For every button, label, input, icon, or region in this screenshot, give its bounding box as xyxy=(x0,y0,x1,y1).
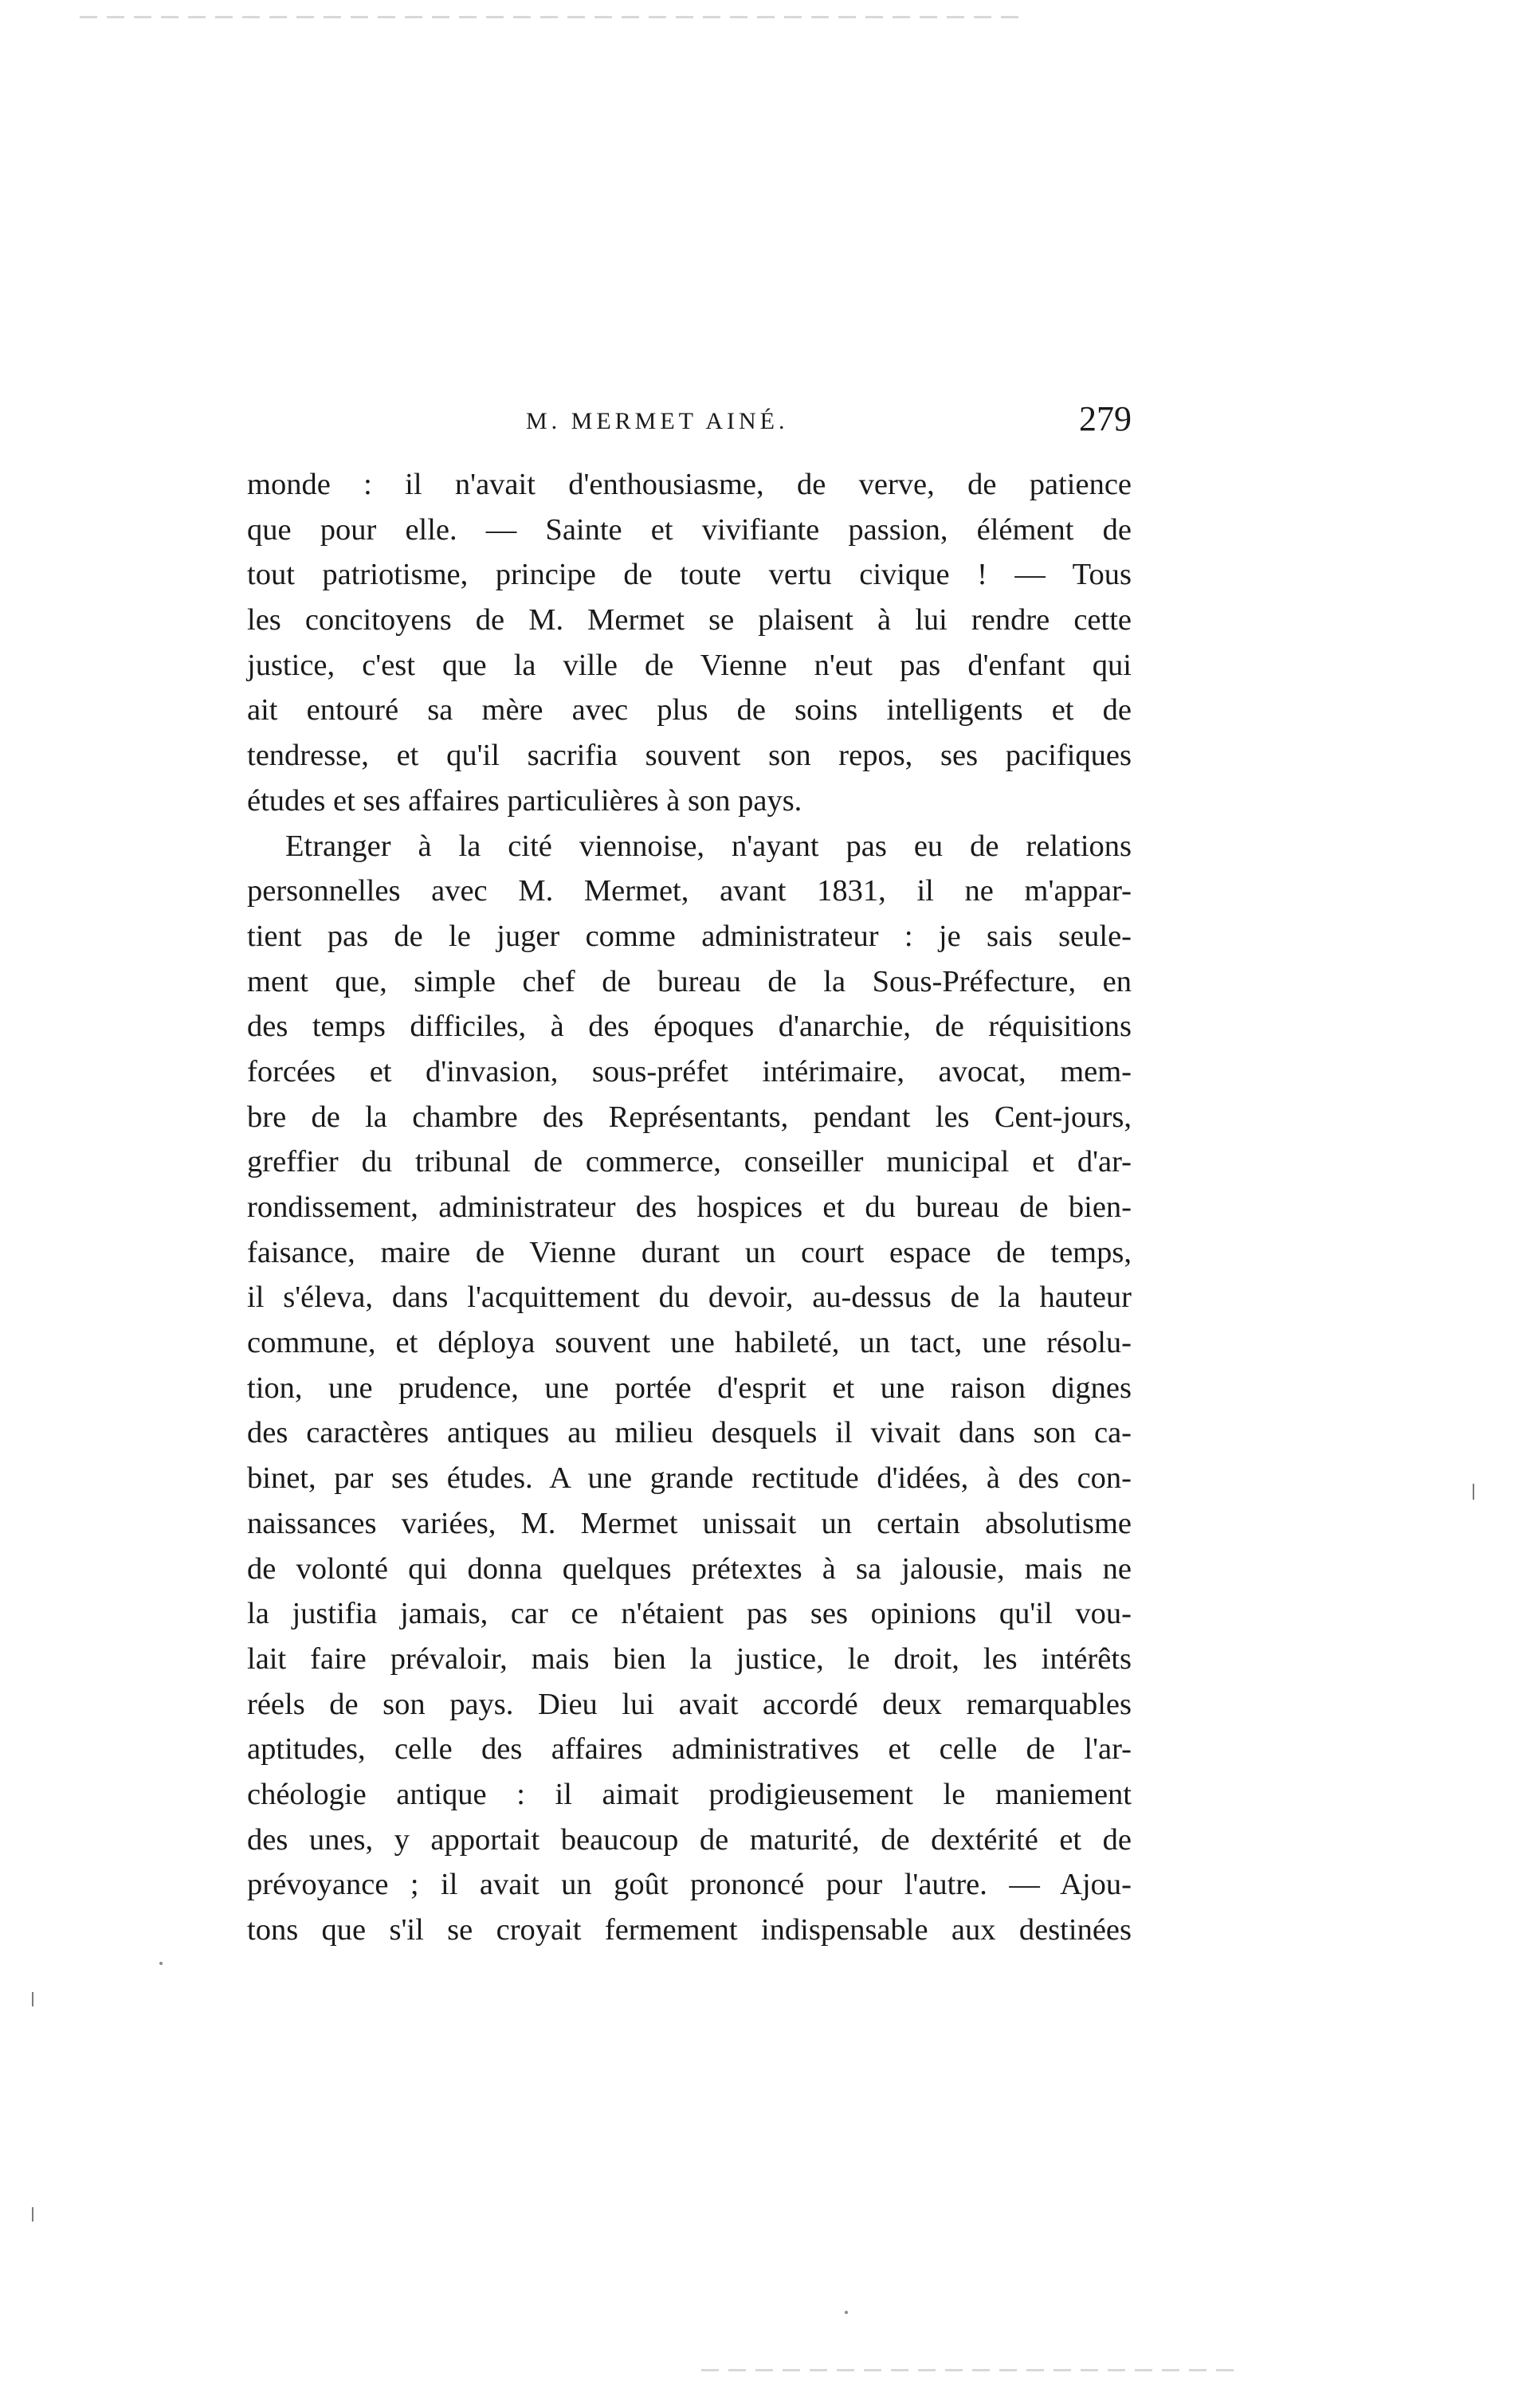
page-number: 279 xyxy=(1079,399,1132,438)
text-line: prévoyance ; il avait un goût prononcé pour l'autre. — Ajou- xyxy=(247,1868,1132,1902)
text-line: bre de la chambre des Représentants, pendant les Cent-jours, xyxy=(247,1100,1132,1134)
text-line: chéologie antique : il aimait prodigieusement le maniement xyxy=(247,1777,1132,1811)
text-line: tons que s'il se croyait fermement indispensable aux destinées xyxy=(247,1913,1132,1947)
text-line: la justifia jamais, car ce n'étaient pas ses opinions qu'il vou- xyxy=(247,1597,1132,1631)
scan-speck xyxy=(159,1962,163,1965)
body-text xyxy=(247,462,1132,1953)
text-line: réels de son pays. Dieu lui avait accordé deux remarquables xyxy=(247,1687,1132,1721)
text-line: commune, et déploya souvent une habileté, un tact, une résolu- xyxy=(247,1326,1132,1360)
text-line: études et ses affaires particulières à son pays. xyxy=(247,783,802,818)
scan-mark xyxy=(1473,1484,1474,1500)
running-title: M. MERMET AINÉ. xyxy=(526,408,789,434)
text-line: rondissement, administrateur des hospices et du bureau de bien- xyxy=(247,1190,1132,1224)
text-line: il s'éleva, dans l'acquittement du devoir, au-dessus de la hauteur xyxy=(247,1280,1132,1315)
text-line: des caractères antiques au milieu desquels il vivait dans son ca- xyxy=(247,1416,1132,1450)
scan-mark xyxy=(32,2207,33,2222)
scan-speck xyxy=(845,2311,848,2314)
text-line: greffier du tribunal de commerce, conseiller municipal et d'ar- xyxy=(247,1145,1132,1179)
text-line: binet, par ses études. A une grande rectitude d'idées, à des con- xyxy=(247,1461,1132,1496)
text-line: Etranger à la cité viennoise, n'ayant pas eu de relations xyxy=(285,829,1132,863)
text-line: personnelles avec M. Mermet, avant 1831, il ne m'appar- xyxy=(247,874,1132,908)
text-line: des unes, y apportait beaucoup de maturité, de dextérité et de xyxy=(247,1822,1132,1857)
text-line: tion, une prudence, une portée d'esprit et une raison dignes xyxy=(247,1371,1132,1405)
text-line: les concitoyens de M. Mermet se plaisent à lui rendre cette xyxy=(247,603,1132,637)
text-line: tout patriotisme, principe de toute vertu civique ! — Tous xyxy=(247,558,1132,592)
text-line: justice, c'est que la ville de Vienne n'eut pas d'enfant qui xyxy=(247,648,1132,682)
text-line: que pour elle. — Sainte et vivifiante passion, élément de xyxy=(247,512,1132,547)
text-line: tient pas de le juger comme administrateur : je sais seule- xyxy=(247,919,1132,953)
text-line: tendresse, et qu'il sacrifia souvent son repos, ses pacifiques xyxy=(247,739,1132,773)
scan-artifact-bottom xyxy=(701,2369,1243,2371)
text-line: naissances variées, M. Mermet unissait un certain absolutisme xyxy=(247,1506,1132,1540)
text-line: des temps difficiles, à des époques d'anarchie, de réquisitions xyxy=(247,1010,1132,1044)
scan-artifact-top xyxy=(80,16,1020,18)
text-line: ment que, simple chef de bureau de la Sous-Préfecture, en xyxy=(247,964,1132,998)
text-line: de volonté qui donna quelques prétextes à sa jalousie, mais ne xyxy=(247,1551,1132,1586)
text-line: ait entouré sa mère avec plus de soins intelligents et de xyxy=(247,693,1132,727)
text-line: faisance, maire de Vienne durant un court espace de temps, xyxy=(247,1235,1132,1269)
text-line: lait faire prévaloir, mais bien la justice, le droit, les intérêts xyxy=(247,1641,1132,1676)
scan-mark xyxy=(32,1992,33,2006)
text-line: aptitudes, celle des affaires administratives et celle de l'ar- xyxy=(247,1732,1132,1767)
text-line: forcées et d'invasion, sous-préfet intérimaire, avocat, mem- xyxy=(247,1054,1132,1088)
running-head xyxy=(247,398,1132,446)
text-line: monde : il n'avait d'enthousiasme, de verve, de patience xyxy=(247,468,1132,501)
